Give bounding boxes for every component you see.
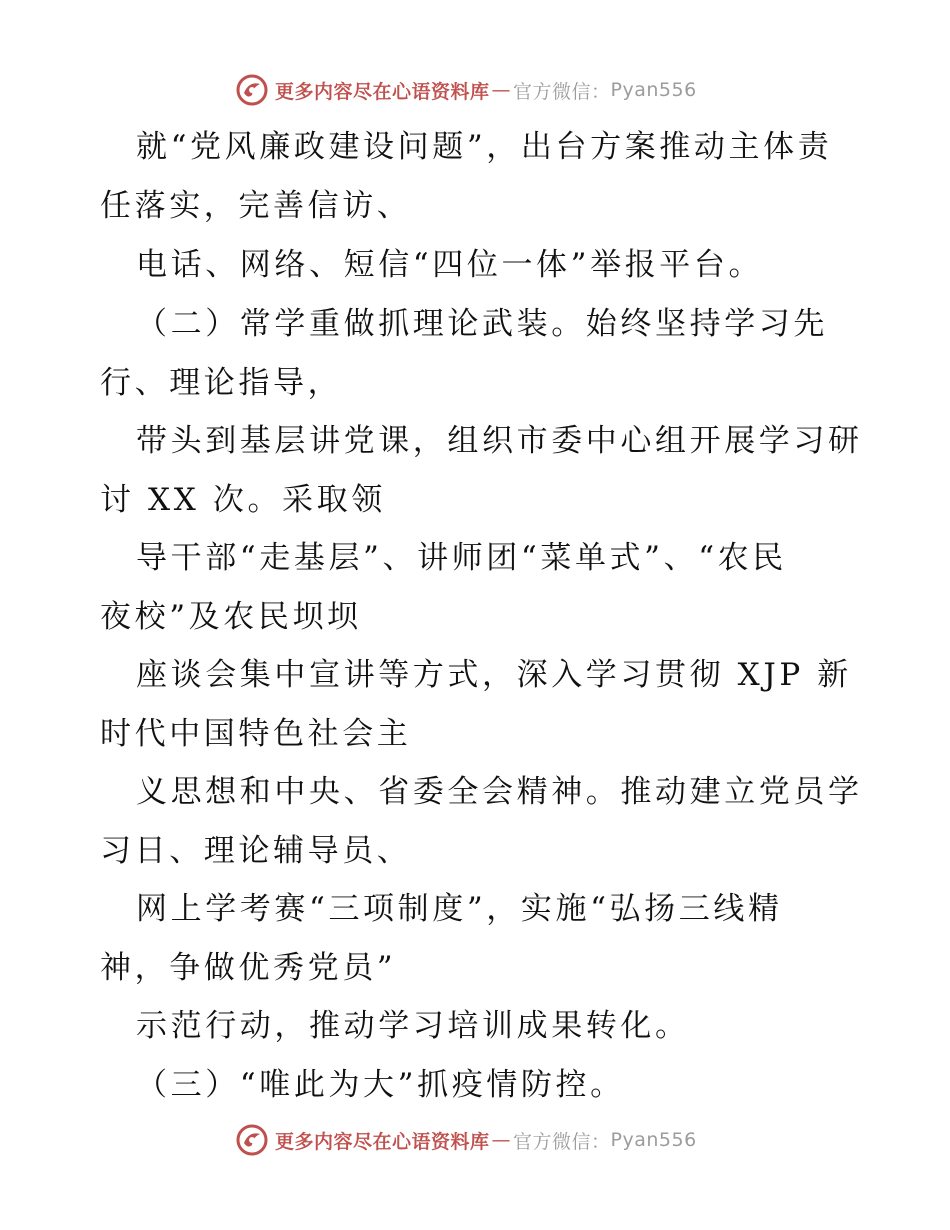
body-line: 网上学考赛“三项制度”，实施“弘扬三线精 [136,891,783,927]
body-line: 讨 XX 次。采取领 [100,482,386,518]
header-watermark [235,72,697,108]
body-line: 电话、网络、短信“四位一体”举报平台。 [136,247,764,283]
body-line: （二）常学重做抓理论武装。始终坚持学习先 [136,306,828,342]
body-line: 义思想和中央、省委全会精神。推动建立党员学 [136,774,863,810]
body-line: 任落实，完善信访、 [100,188,412,224]
swirl-logo-icon [235,73,269,107]
watermark-account: Pyan556 [610,1129,697,1151]
watermark-separator: — [491,79,512,101]
watermark-title: 更多内容尽在心语资料库 [275,1130,490,1153]
body-line: 夜校”及农民坝坝 [100,599,362,635]
watermark-account: Pyan556 [610,79,697,101]
body-line: 示范行动，推动学习培训成果转化。 [136,1008,690,1044]
watermark-title: 更多内容尽在心语资料库 [275,80,490,103]
body-line: 神，争做优秀党员” [100,950,397,986]
body-line: 时代中国特色社会主 [100,716,412,752]
body-line: （三）“唯此为大”抓疫情防控。 [136,1067,625,1103]
body-line: 行、理论指导， [100,365,343,401]
body-line: 就“党风廉政建设问题”，出台方案推动主体责 [136,129,833,165]
body-line: 座谈会集中宣讲等方式，深入学习贯彻 XJP 新 [136,657,852,693]
body-line: 带头到基层讲党课，组织市委中心组开展学习研 [136,423,863,459]
watermark-separator: — [491,1129,512,1151]
watermark-label: 官方微信： [513,80,611,103]
body-line: 导干部“走基层”、讲师团“菜单式”、“农民 [136,540,787,576]
watermark-label: 官方微信： [513,1130,611,1153]
footer-watermark [235,1122,697,1158]
body-line: 习日、理论辅导员、 [100,833,412,869]
swirl-logo-icon [235,1123,269,1157]
